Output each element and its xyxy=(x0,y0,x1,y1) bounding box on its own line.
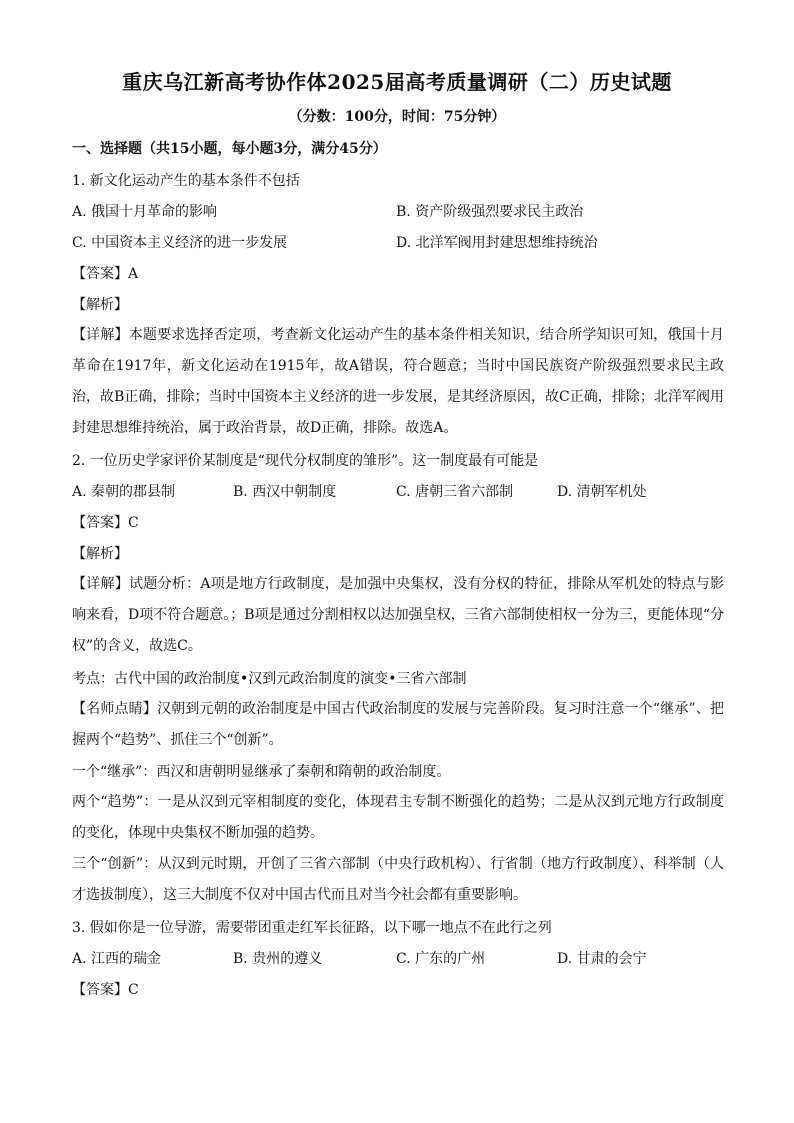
question-2-teacher-note: 【名师点睛】汉朝到元朝的政治制度是中国古代政治制度的发展与完善阶段。复习时注意一个“继承”、把握两个“趋势”、抓住三个“创新”。 xyxy=(72,701,724,748)
question-1-detail: 【详解】本题要求选择否定项，考查新文化运动产生的基本条件相关知识，结合所学知识可知，俄国十月革命在1917年，新文化运动在1915年，故A错误，符合题意；当时中国民族资产阶级强烈要求民主政治，故B正确，排除；当时中国资本主义经济的进一步发展，是其经济原因，故C正确，排除；北洋军阀用封建思想维持统治，属于政治背景，故D正确，排除。故选A。 xyxy=(72,327,724,436)
section-heading: 一、选择题（共15小题，每小题3分，满分45分） xyxy=(72,141,387,157)
question-1-option-c: C. 中国资本主义经济的进一步发展 xyxy=(72,235,288,251)
question-2-option-c: C. 唐朝三省六部制 xyxy=(396,484,514,500)
question-3-answer: 【答案】C xyxy=(72,982,139,998)
question-2-analysis-label: 【解析】 xyxy=(72,546,128,562)
question-1-option-b: B. 资产阶级强烈要求民主政治 xyxy=(396,204,584,220)
question-1-stem: 1. 新文化运动产生的基本条件不包括 xyxy=(72,173,300,189)
question-3-stem: 3. 假如你是一位导游，需要带团重走红军长征路，以下哪一地点不在此行之列 xyxy=(72,920,552,936)
question-3-option-c: C. 广东的广州 xyxy=(396,951,486,967)
question-2-inherit: 一个“继承”：西汉和唐朝明显继承了秦朝和隋朝的政治制度。 xyxy=(72,764,451,780)
question-1-analysis-label: 【解析】 xyxy=(72,297,128,313)
question-2-detail: 【详解】试题分析：A项是地方行政制度，是加强中央集权，没有分权的特征，排除从军机处的特点与影响来看，D项不符合题意。；B项是通过分割相权以达加强皇权，三省六部制使相权一分为三，更能体现“分权”的含义，故选C。 xyxy=(72,576,724,654)
question-1-answer: 【答案】A xyxy=(72,266,139,282)
question-2-option-a: A. 秦朝的郡县制 xyxy=(72,484,176,500)
question-1-option-d: D. 北洋军阀用封建思想维持统治 xyxy=(396,235,598,251)
question-2-innovations: 三个“创新”：从汉到元时期，开创了三省六部制（中央行政机构）、行省制（地方行政制度）、科举制（人才选拔制度），这三大制度不仅对中国古代而且对当今社会都有重要影响。 xyxy=(72,856,724,903)
page-title: 重庆乌江新高考协作体2025届高考质量调研（二）历史试题 xyxy=(122,70,672,94)
exam-info: （分数：100分，时间：75分钟） xyxy=(288,109,506,125)
question-2-trends: 两个“趋势”：一是从汉到元宰相制度的变化，体现君主专制不断强化的趋势；二是从汉到元地方行政制度的变化，体现中央集权不断加强的趋势。 xyxy=(72,794,724,841)
question-3-option-a: A. 江西的瑞金 xyxy=(72,951,162,967)
question-2-option-d: D. 清朝军机处 xyxy=(557,484,647,500)
question-2-option-b: B. 西汉中朝制度 xyxy=(233,484,337,500)
question-2-answer: 【答案】C xyxy=(72,515,139,531)
question-2-stem: 2. 一位历史学家评价某制度是“现代分权制度的雏形”。这一制度最有可能是 xyxy=(72,453,539,469)
question-3-option-b: B. 贵州的遵义 xyxy=(233,951,323,967)
question-3-option-d: D. 甘肃的会宁 xyxy=(557,951,647,967)
question-1-option-a: A. 俄国十月革命的影响 xyxy=(72,204,218,220)
question-2-points: 考点：古代中国的政治制度•汉到元政治制度的演变•三省六部制 xyxy=(72,671,467,687)
